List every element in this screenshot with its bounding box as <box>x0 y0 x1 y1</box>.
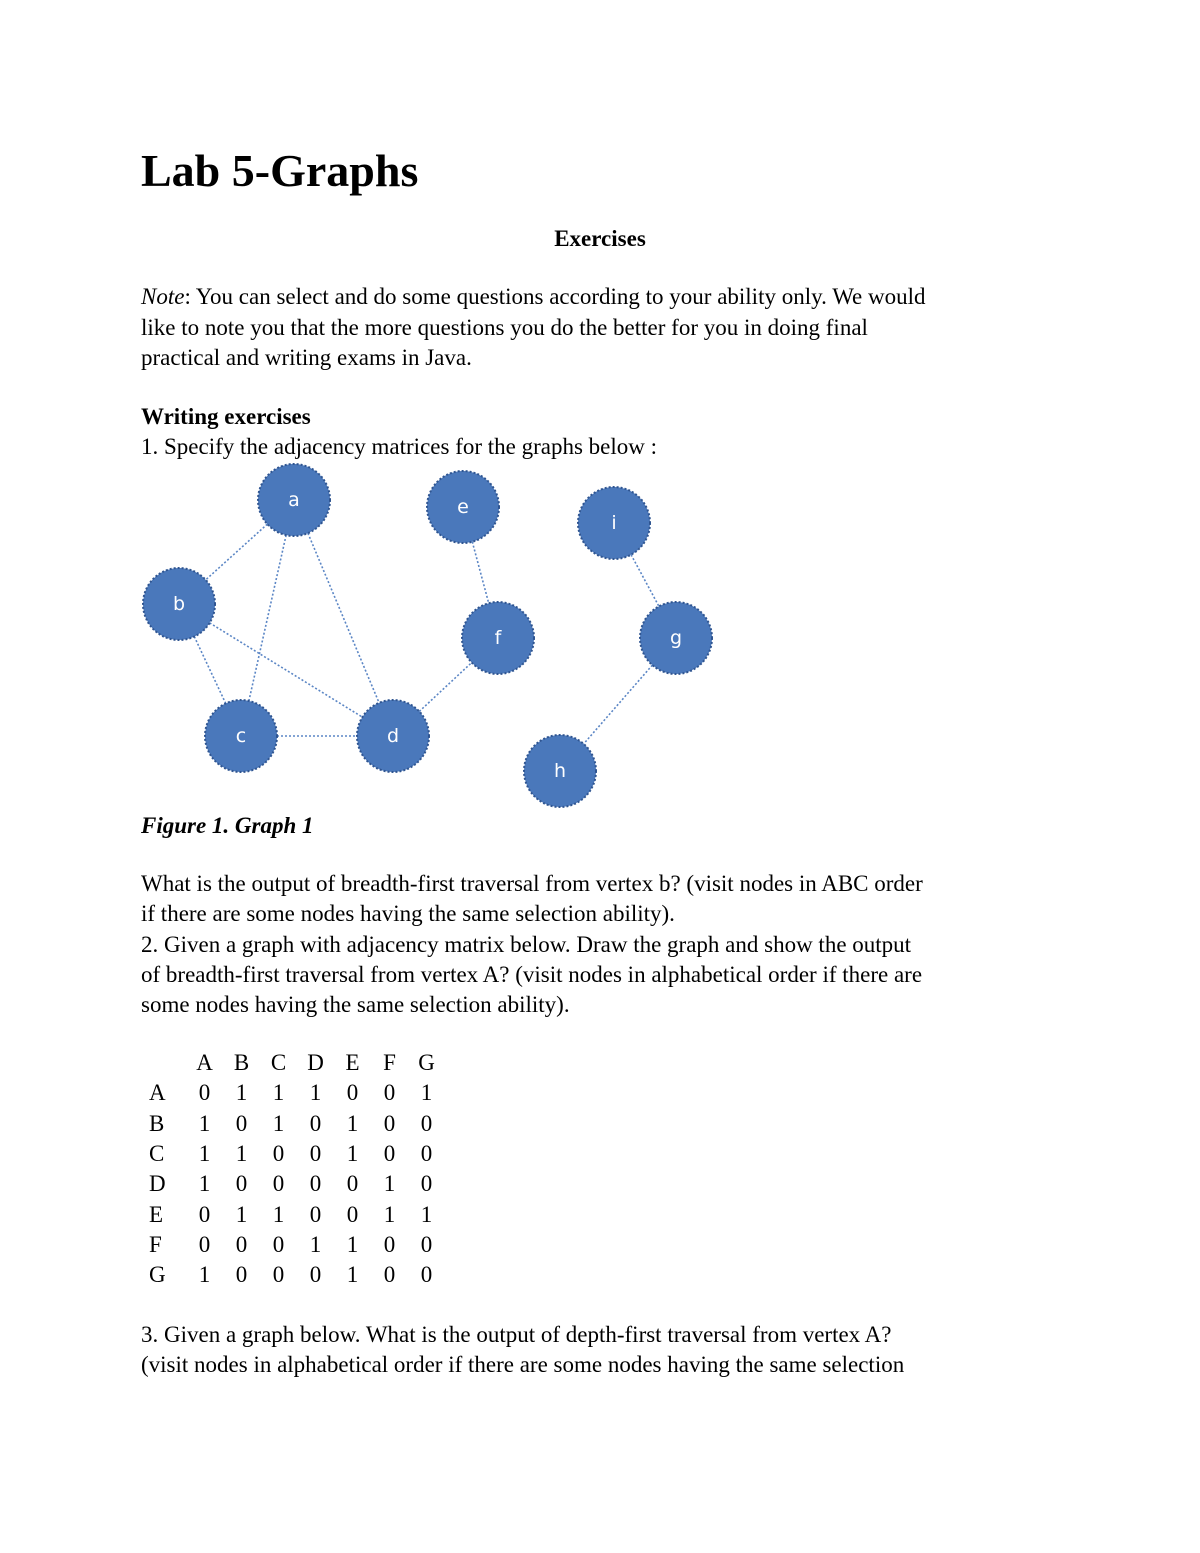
matrix-column-header: B <box>233 1050 250 1076</box>
matrix-cell: 1 <box>309 1231 322 1257</box>
graph-nodes <box>143 464 712 807</box>
node-d <box>357 700 429 772</box>
matrix-cell: 1 <box>346 1110 359 1136</box>
matrix-cell: 0 <box>235 1231 248 1257</box>
matrix-cell: 1 <box>420 1080 433 1106</box>
matrix-row-header: C <box>149 1141 165 1167</box>
node-a <box>258 464 330 536</box>
matrix-row <box>141 1260 445 1290</box>
figure-caption: Figure 1. Graph 1 <box>141 813 314 838</box>
matrix-row <box>141 1199 445 1229</box>
matrix-cell: 0 <box>346 1201 359 1227</box>
matrix-row-header: B <box>149 1110 165 1136</box>
matrix-cell: 1 <box>235 1080 248 1106</box>
note-line-3: practical and writing exams in Java. <box>141 345 472 370</box>
graph-figure <box>0 460 1200 820</box>
matrix-cell: 0 <box>383 1262 396 1288</box>
node-i <box>578 487 650 559</box>
matrix-cell: 1 <box>272 1201 285 1227</box>
matrix-column-header: E <box>345 1050 360 1076</box>
matrix-cell: 0 <box>383 1110 396 1136</box>
matrix-cell: 0 <box>309 1201 322 1227</box>
question-1-followup-line-1: What is the output of breadth-first traversal from vertex b? (visit nodes in ABC order <box>141 871 923 896</box>
matrix-cell: 1 <box>383 1201 396 1227</box>
edge-a-c <box>249 535 286 701</box>
node-label: a <box>288 489 300 511</box>
matrix-cell: 0 <box>272 1262 285 1288</box>
node-label: d <box>386 725 400 747</box>
edge-a-b <box>206 524 268 580</box>
matrix-column-header: C <box>270 1050 287 1076</box>
matrix-cell: 0 <box>235 1171 248 1197</box>
matrix-header-row <box>141 1048 445 1078</box>
matrix-row-header: F <box>149 1231 162 1257</box>
matrix-row-header: G <box>149 1262 166 1288</box>
matrix-cell: 1 <box>198 1262 211 1288</box>
matrix-cell: 0 <box>420 1141 433 1167</box>
edge-e-f <box>472 542 488 603</box>
matrix-cell: 1 <box>346 1231 359 1257</box>
matrix-cell: 1 <box>346 1141 359 1167</box>
matrix-row <box>141 1230 445 1260</box>
note-label: Note <box>141 284 185 309</box>
matrix-cell: 0 <box>383 1141 396 1167</box>
matrix-cell: 0 <box>420 1231 433 1257</box>
matrix-column-header: D <box>307 1050 324 1076</box>
node-label: i <box>611 512 617 534</box>
node-h <box>524 735 596 807</box>
matrix-row <box>141 1139 445 1169</box>
matrix-row-header: D <box>149 1171 166 1197</box>
adjacency-matrix <box>141 1048 445 1290</box>
matrix-cell: 0 <box>346 1171 359 1197</box>
matrix-cell: 0 <box>383 1080 396 1106</box>
node-label: e <box>457 496 469 518</box>
matrix-row <box>141 1109 445 1139</box>
note-line-1-text: : You can select and do some questions according to your ability only. We would <box>184 284 926 309</box>
page-title: Lab 5-Graphs <box>141 145 419 196</box>
question-3-line-1: 3. Given a graph below. What is the output of depth-first traversal from vertex A? <box>141 1322 892 1347</box>
node-b <box>143 568 215 640</box>
matrix-cell: 0 <box>346 1080 359 1106</box>
matrix-row <box>141 1078 445 1108</box>
question-2-line-1: 2. Given a graph with adjacency matrix below. Draw the graph and show the output <box>141 932 912 957</box>
matrix-cell: 1 <box>346 1262 359 1288</box>
matrix-column-header: G <box>418 1050 435 1076</box>
matrix-cell: 0 <box>420 1171 433 1197</box>
node-f <box>462 602 534 674</box>
matrix-column-header: F <box>383 1050 396 1076</box>
note-line-1 <box>141 282 926 312</box>
node-label: f <box>494 627 502 649</box>
matrix-cell: 1 <box>272 1110 285 1136</box>
matrix-cell: 0 <box>309 1171 322 1197</box>
matrix-cell: 1 <box>309 1080 322 1106</box>
matrix-row-header: A <box>149 1080 166 1106</box>
exercises-heading: Exercises <box>554 226 646 251</box>
question-3-line-2: (visit nodes in alphabetical order if there are some nodes having the same selection <box>141 1352 905 1377</box>
matrix-cell: 0 <box>383 1231 396 1257</box>
note-line-2: like to note you that the more questions you do the better for you in doing final <box>141 315 868 340</box>
edge-b-c <box>194 637 225 704</box>
edge-i-g <box>631 555 659 607</box>
matrix-column-header: A <box>196 1050 213 1076</box>
node-label: h <box>553 760 567 782</box>
matrix-cell: 1 <box>272 1080 285 1106</box>
matrix-cell: 1 <box>383 1171 396 1197</box>
matrix-cell: 0 <box>420 1110 433 1136</box>
matrix-cell: 0 <box>198 1080 211 1106</box>
question-1-text: 1. Specify the adjacency matrices for the graphs below : <box>141 434 658 459</box>
node-label: g <box>669 627 683 649</box>
matrix-cell: 0 <box>272 1171 285 1197</box>
matrix-cell: 1 <box>198 1141 211 1167</box>
node-e <box>427 471 499 543</box>
question-2-line-3: some nodes having the same selection ability). <box>141 992 570 1017</box>
matrix-cell: 0 <box>272 1231 285 1257</box>
matrix-cell: 0 <box>420 1262 433 1288</box>
matrix-cell: 1 <box>420 1201 433 1227</box>
edge-g-h <box>584 665 653 744</box>
writing-exercises-heading: Writing exercises <box>141 404 311 429</box>
matrix-cell: 1 <box>235 1201 248 1227</box>
question-2-line-2: of breadth-first traversal from vertex A? (visit nodes in alphabetical order if there are <box>141 962 923 987</box>
matrix-corner <box>141 1048 186 1078</box>
matrix-row <box>141 1169 445 1199</box>
matrix-cell: 0 <box>272 1141 285 1167</box>
matrix-cell: 0 <box>309 1141 322 1167</box>
matrix-cell: 1 <box>198 1171 211 1197</box>
matrix-cell: 1 <box>235 1141 248 1167</box>
node-label: b <box>172 593 186 615</box>
matrix-row-header: E <box>149 1201 164 1227</box>
matrix-cell: 0 <box>198 1231 211 1257</box>
matrix-cell: 0 <box>309 1110 322 1136</box>
node-g <box>640 602 712 674</box>
matrix-cell: 0 <box>309 1262 322 1288</box>
matrix-cell: 1 <box>198 1110 211 1136</box>
edge-a-d <box>308 533 379 703</box>
node-label: c <box>235 725 247 747</box>
matrix-cell: 0 <box>235 1110 248 1136</box>
node-c <box>205 700 277 772</box>
matrix-cell: 0 <box>198 1201 211 1227</box>
edge-d-f <box>419 663 471 712</box>
matrix-cell: 0 <box>235 1262 248 1288</box>
question-1-followup-line-2: if there are some nodes having the same selection ability). <box>141 901 675 926</box>
